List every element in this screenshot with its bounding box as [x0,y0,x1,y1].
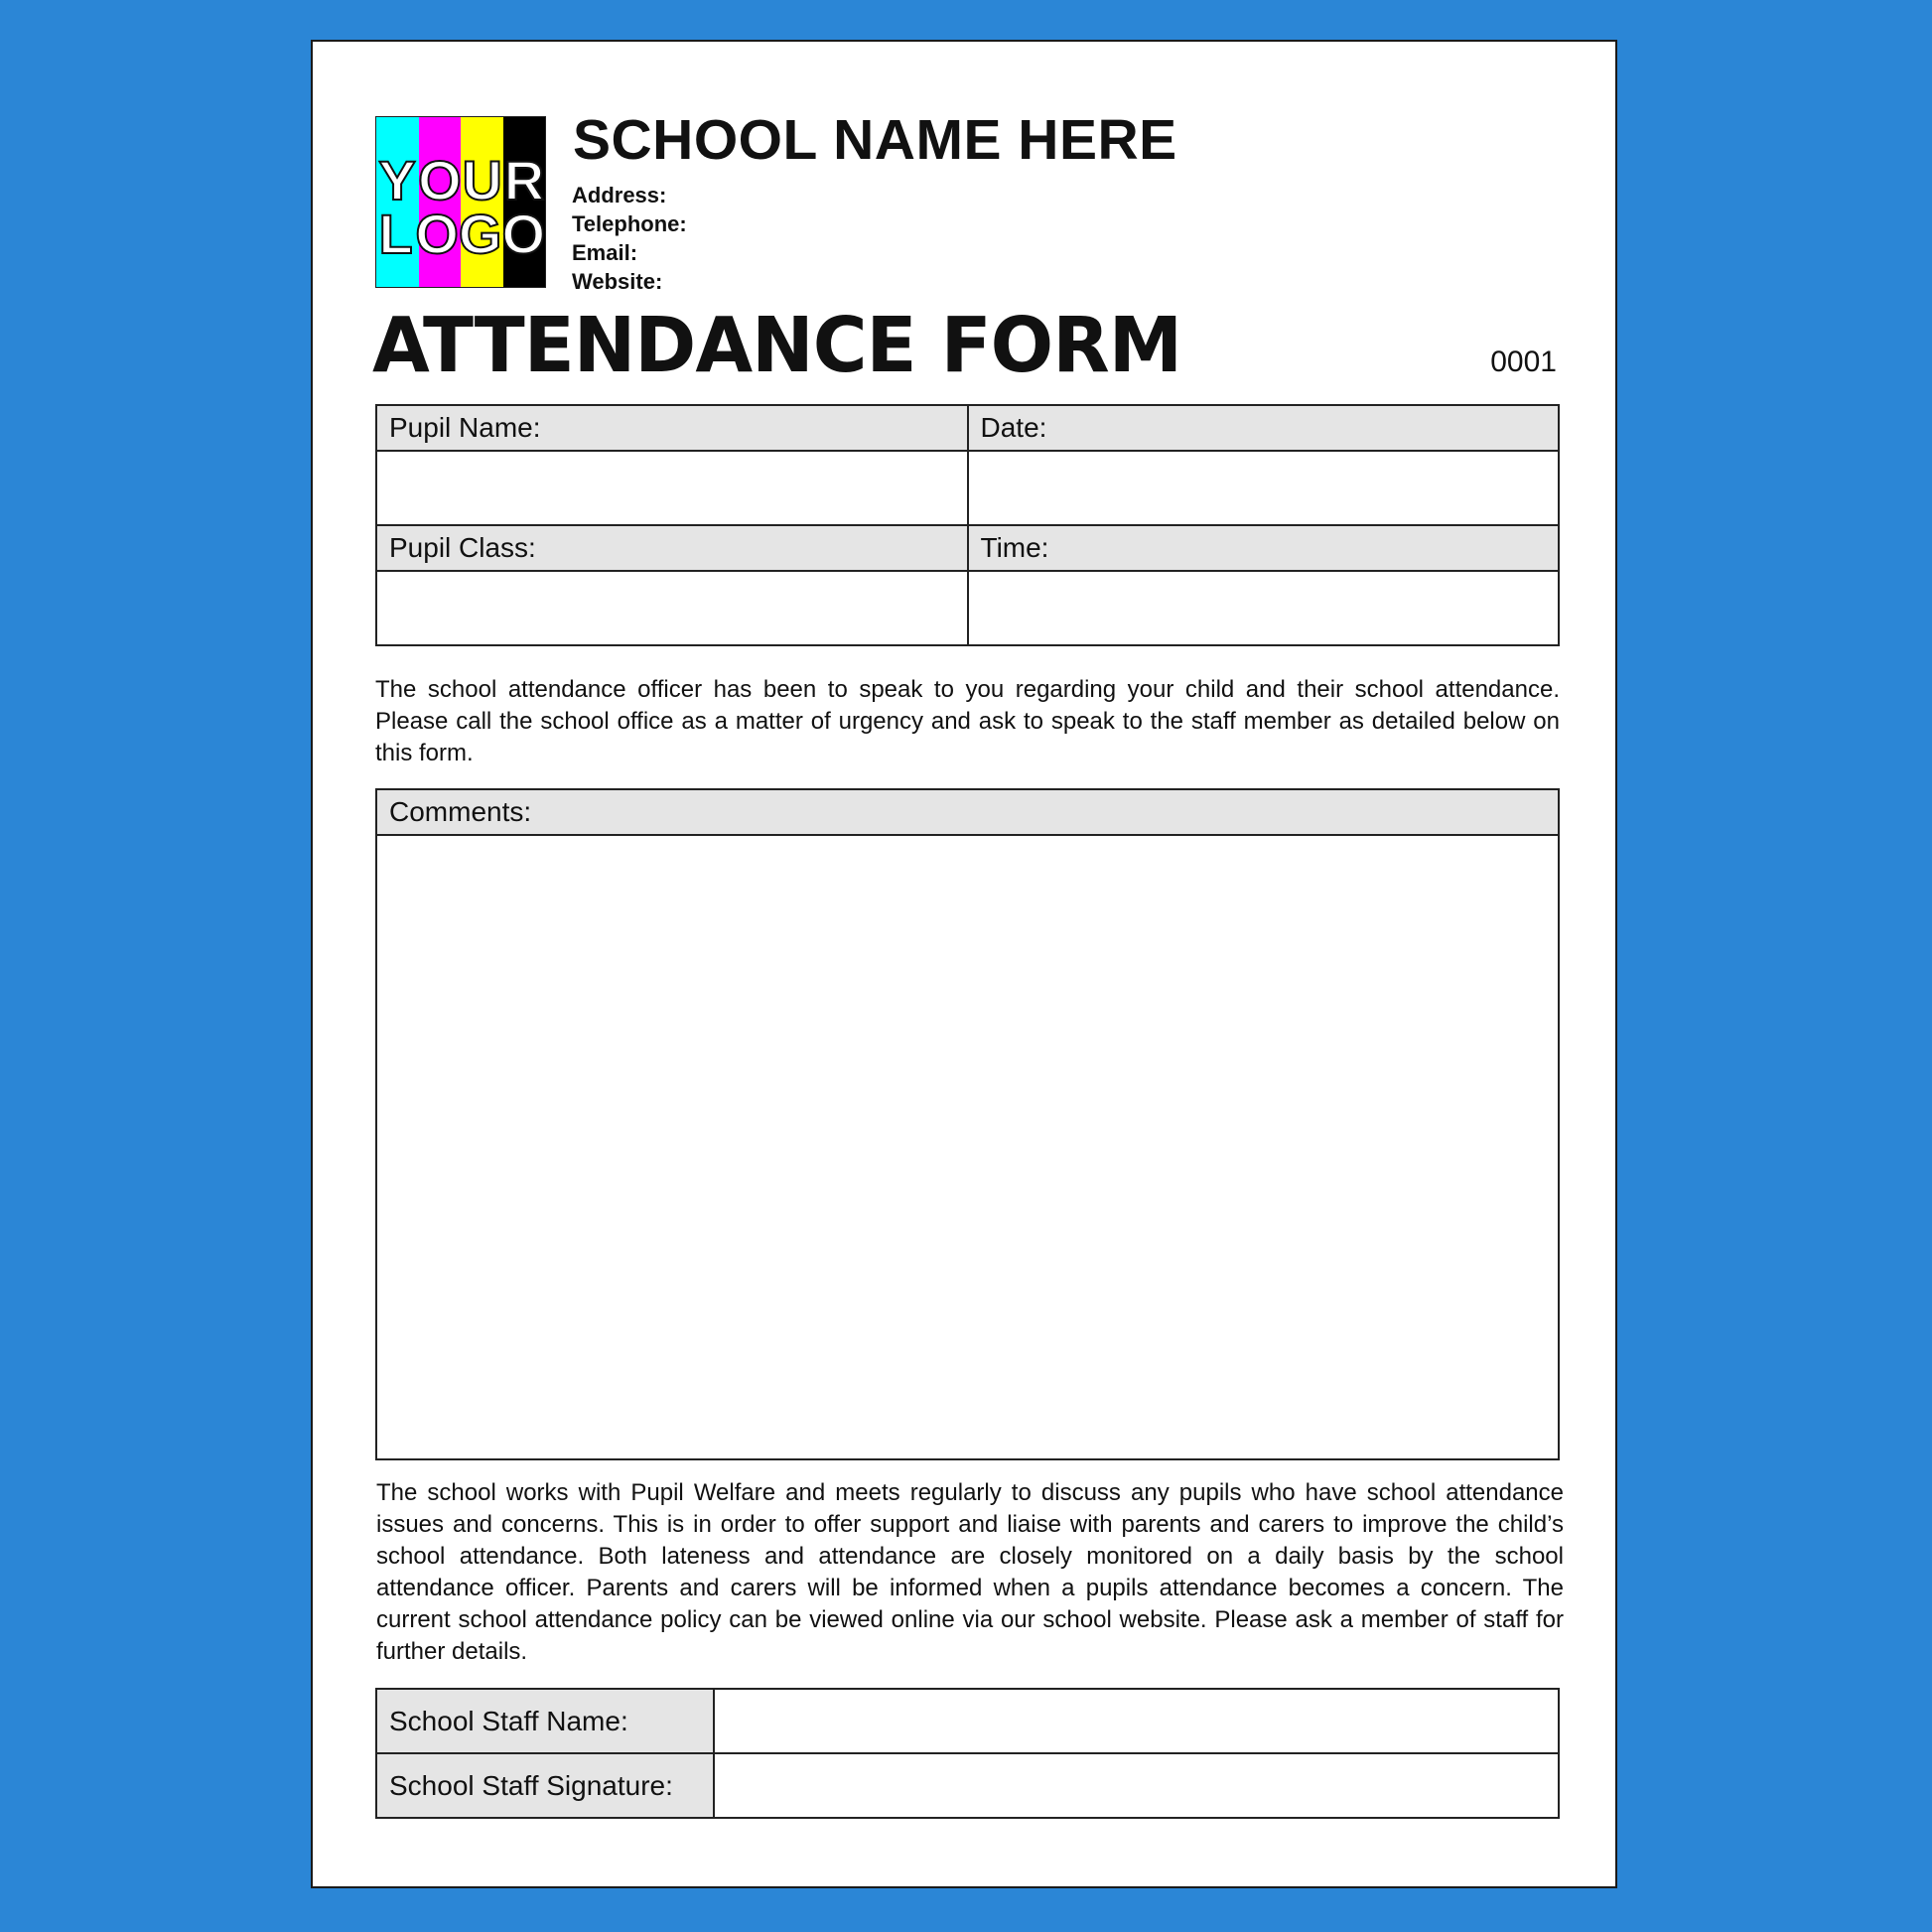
logo-word-logo [376,203,545,265]
date-label: Date: [968,405,1560,451]
policy-paragraph: The school works with Pupil Welfare and meets regularly to discuss any pupils who have school attendance issues and concerns. This is in order to offer support and liaise with parents and carers to improve the child’s school attendance. Both lateness and attendance are closely monitored on a daily basis by the school attendance officer. Parents and carers will be informed when a pupils attendance becomes a concern. The current school attendance policy can be viewed online via our school website. Please ask a member of staff for further details. [376,1479,1564,1665]
form-title: ATTENDANCE FORM [372,302,1182,390]
form-number: 0001 [1490,345,1557,378]
logo-letter: Y [378,149,416,211]
notice-paragraph: The school attendance officer has been to speak to you regarding your child and their school attendance. Please call the school office as a matter of urgency and ask to speak to the staff member as detailed below on this form. [375,676,1560,766]
pupil-info-table [375,404,1560,646]
website-label: Website: [572,269,663,294]
staff-name-field[interactable] [714,1689,1559,1753]
comments-field[interactable] [376,835,1559,1459]
pupil-name-field[interactable] [376,451,968,525]
logo-letter: O [415,203,459,265]
logo-letter: G [458,203,502,265]
school-contact-details [572,181,687,296]
logo-letter: O [501,203,545,265]
staff-name-label: School Staff Name: [376,1689,714,1753]
logo-letter: O [418,149,462,211]
staff-signature-label: School Staff Signature: [376,1753,714,1818]
comments-table [375,788,1560,1460]
date-field[interactable] [968,451,1560,525]
school-name: SCHOOL NAME HERE [573,108,1177,172]
telephone-label: Telephone: [572,211,687,236]
logo-word-your [376,149,545,211]
address-label: Address: [572,183,667,207]
pupil-class-field[interactable] [376,571,968,645]
staff-signature-field[interactable] [714,1753,1559,1818]
school-logo-placeholder [375,116,546,288]
staff-table [375,1688,1560,1819]
attendance-form-sheet [311,40,1617,1888]
logo-letter: U [462,149,502,211]
time-field[interactable] [968,571,1560,645]
pupil-class-label: Pupil Class: [376,525,968,571]
email-label: Email: [572,240,638,265]
time-label: Time: [968,525,1560,571]
logo-letter: L [378,203,413,265]
comments-label: Comments: [376,789,1559,835]
logo-letter: R [503,149,545,211]
pupil-name-label: Pupil Name: [376,405,968,451]
